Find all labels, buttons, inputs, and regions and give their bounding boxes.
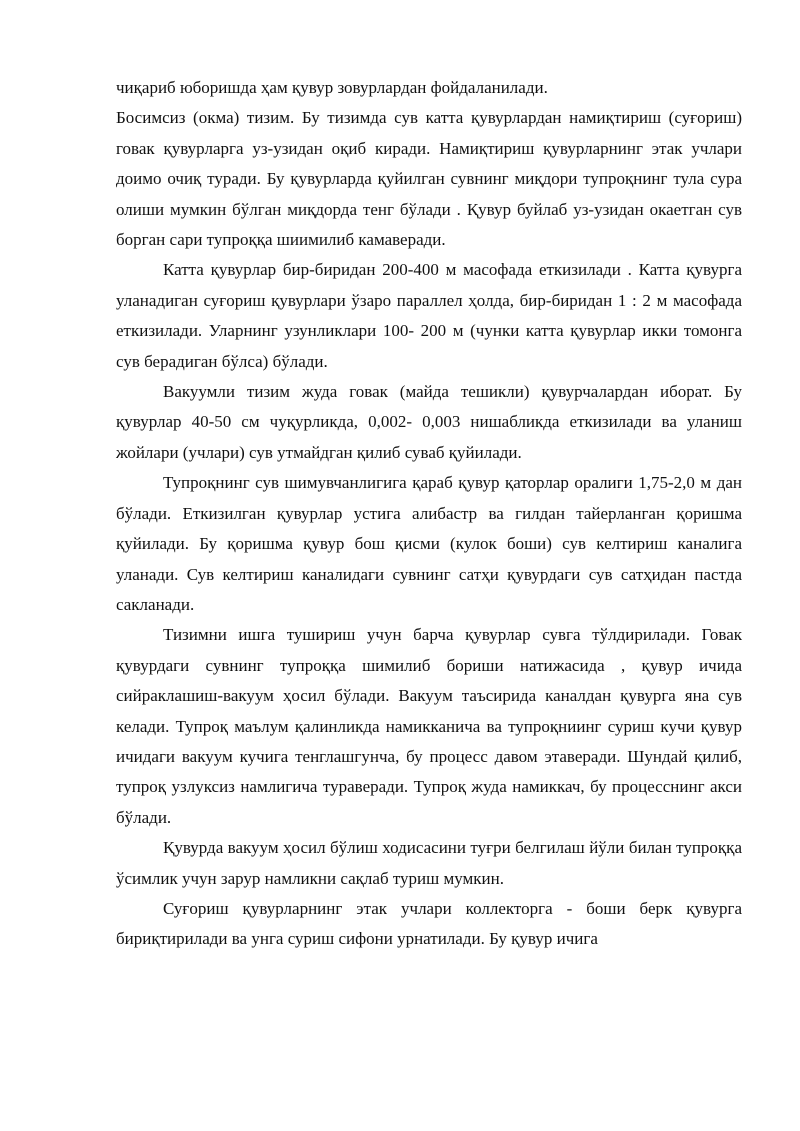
paragraph-7: Қувурда вакуум ҳосил бўлиш ходисасини туғри белгилаш йўли билан тупроққа ўсимлик учун зарур намликни сақлаб туриш мумкин. [116,838,742,888]
paragraph-1: чиқариб юборишда ҳам қувур зовурлардан фойдаланилади. [116,78,548,97]
paragraph-4: Вакуумли тизим жуда говак (майда тешикли) қувурчалардан иборат. Бу қувурлар 40-50 см чуқурликда, 0,002- 0,003 нишабликда еткизилади ва уланиш жойлари (учлари) сув утмайдган қилиб суваб қуйилади. [116,382,742,462]
paragraph-3: Катта қувурлар бир-биридан 200-400 м масофада еткизилади . Катта қувурга уланадиган суғориш қувурлари ўзаро параллел ҳолда, бир-биридан 1 : 2 м масофада еткизилади. Уларнинг узунликлари 100- 200 м (чунки катта қувурлар икки томонга сув берадиган бўлса) бўлади. [116,260,742,371]
paragraph-6: Тизимни ишга тушириш учун барча қувурлар сувга тўлдирилади. Говак қувурдаги сувнинг тупроққа шимилиб бориши натижасида , қувур ичида сийраклашиш-вакуум ҳосил бўлади. Вакуум таъсирида каналдан қувурга яна сув келади. Тупроқ маълум қалинликда намикканича ва тупроқниинг суриш кучи қувур ичидаги вакуум кучига тенглашгунча, бу процесс давом этаверади. Шундай қилиб, тупроқ узлуксиз намлигича тураверади. Тупроқ жуда намиккач, бу процесснинг акси бўлади. [116,625,742,827]
paragraph-5: Тупроқнинг сув шимувчанлигига қараб қувур қаторлар оралиги 1,75-2,0 м дан бўлади. Еткизилган қувурлар устига алибастр ва гилдан тайерланган қоришма қуйилади. Бу қоришма қувур бош қисми (кулок боши) сув келтириш каналига уланади. Сув келтириш каналидаги сувнинг сатҳи қувурдаги сув сатҳидан пастда сакланади. [116,473,742,614]
paragraph-8: Суғориш қувурларнинг этак учлари коллекторга - боши берк қувурга бириқтирилади ва унга суриш сифони урнатилади. Бу қувур ичига [116,898,742,949]
paragraph-2: Босимсиз (окма) тизим. Бу тизимда сув катта қувурлардан намиқтириш (суғориш) говак қувурларга уз-узидан оқиб киради. Намиқтириш қувурларнинг этак учлари доимо очиқ туради. Бу қувурларда қуйилган сувнинг миқдори тупроқнинг тула сура олиши мумкин бўлган миқдорда тенг бўлади . Қувур буйлаб уз-узидан окаетган сув борган сари тупроққа шиимилиб камаверади. [116,108,742,250]
document-body [116,73,742,955]
